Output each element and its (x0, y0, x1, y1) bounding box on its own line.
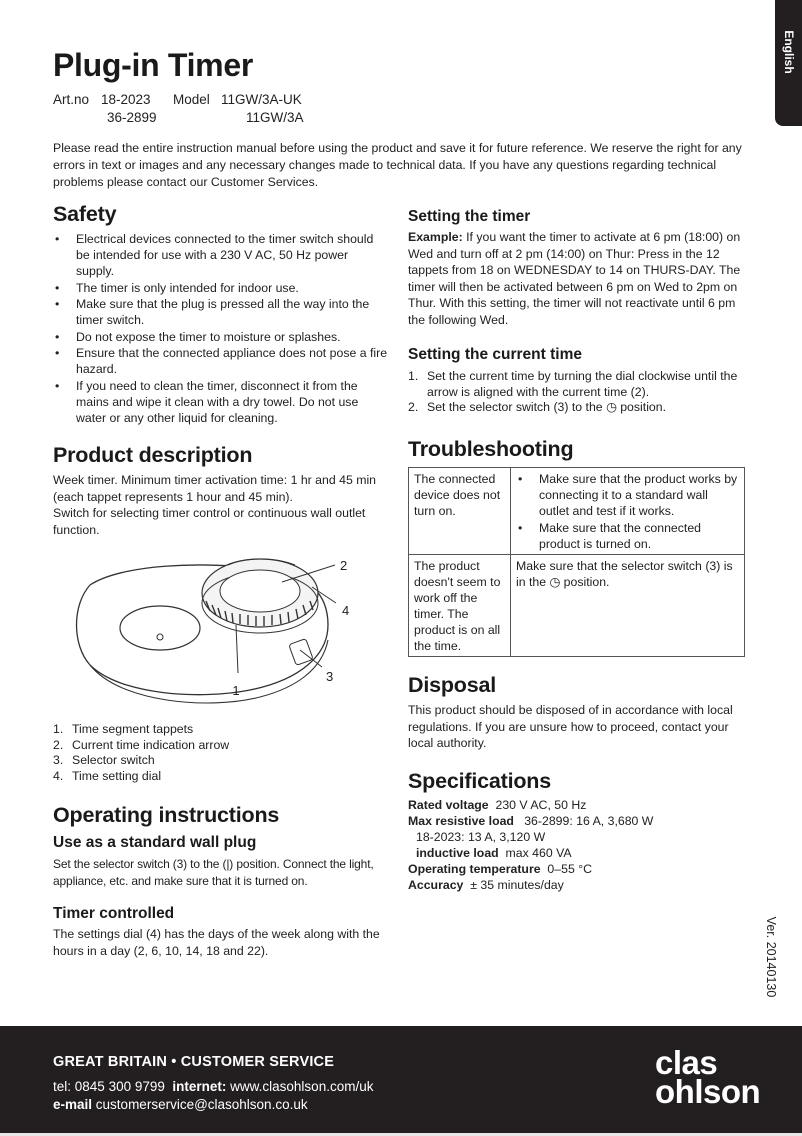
parts-list-section (53, 722, 388, 784)
safety-list (53, 231, 388, 426)
intro-text: Please read the entire instruction manual before using the product and save it for future reference. We reserve the right for any errors in text or images and any necessary changes made to technical data. If you have any questions regarding technical problems please contact our Customer Services. (53, 141, 742, 189)
wall-plug-text: Set the selector switch (3) to the (|) position. Connect the light, appliance, etc. and make sure that it is turned on. (53, 857, 374, 888)
website-link[interactable]: www.clasohlson.com/uk (230, 1079, 374, 1094)
list-item: 1. Set the current time by turning the dial clockwise until the arrow is aligned with the current time (2). (408, 369, 738, 399)
specifications-heading: Specifications (408, 769, 551, 793)
callout-2: 2 (340, 558, 348, 573)
setting-timer-text: Example: If you want the timer to activate at 6 pm (18:00) on Wed and turn off at 2 pm (14:00) on Thur: Press in the 12 tappets from 18 on WEDNESDAY to 14 on THURS-DAY. The timer will then be activated between 6 pm on Wed to 2pm on Thur. With this setting, the timer will not reactivate until 6 pm the following Wed. (408, 230, 741, 327)
troubleshooting-table (408, 467, 745, 657)
wall-plug-heading: Use as a standard wall plug (53, 834, 257, 851)
footer-heading: GREAT BRITAIN • CUSTOMER SERVICE (53, 1054, 335, 1070)
art-number-2: 36-2899 (107, 110, 157, 125)
solution-item: • Make sure that the connected product is turned on. (516, 520, 739, 552)
callout-3: 3 (326, 669, 334, 684)
footer (0, 1026, 802, 1136)
safety-item: • Electrical devices connected to the timer switch should be intended for use with a 230 V AC, 50 Hz power supply. (53, 231, 388, 279)
spec-max-resistive-load: Max resistive load 36-2899: 16 A, 3,680 W (408, 814, 654, 828)
phone-number: 0845 300 9799 (74, 1079, 165, 1094)
timer-controlled-text: The settings dial (4) has the days of the week along with the hours in a day (2, 6, 10, 14, 18 and 22). (53, 927, 380, 958)
disposal-section (408, 673, 753, 752)
table-row (409, 555, 745, 657)
model-number-2: 11GW/3A (246, 110, 304, 125)
spec-operating-temperature: Operating temperature 0–55 °C (408, 862, 592, 876)
solution-cell (511, 468, 745, 555)
callout-1: 1 (232, 683, 240, 698)
model-label: Model (173, 92, 210, 107)
troubleshooting-heading: Troubleshooting (408, 437, 574, 461)
operating-section (53, 803, 388, 959)
list-item: 3. Selector switch (53, 753, 155, 767)
footer-email-line: e-mail customerservice@clasohlson.co.uk (53, 1097, 308, 1112)
spec-rated-voltage: Rated voltage 230 V AC, 50 Hz (408, 798, 587, 812)
version-label: Ver. 20140130 (764, 916, 778, 998)
product-text-2: Switch for selecting timer control or continuous wall outlet function. (53, 506, 366, 537)
list-item: 4. Time setting dial (53, 768, 162, 783)
spec-resistive-load-2: 18-2023: 13 A, 3,120 W (416, 830, 546, 844)
spec-accuracy: Accuracy ± 35 minutes/day (408, 878, 564, 892)
socket-hole (157, 634, 163, 640)
spec-inductive-load: inductive load max 460 VA (416, 846, 572, 860)
list-item: 1. Time segment tappets (53, 722, 194, 736)
safety-item: • If you need to clean the timer, disconnect it from the mains and wipe it clean with a dry towel. Do not use water or any other liquid for cleaning. (53, 378, 388, 426)
timer-controlled-heading: Timer controlled (53, 905, 175, 922)
troubleshooting-section (408, 437, 753, 657)
art-label: Art.no (53, 92, 90, 107)
callout-4: 4 (342, 603, 350, 618)
page-title: Plug-in Timer (53, 47, 253, 83)
model-number-1: 11GW/3A-UK (221, 92, 302, 107)
disposal-heading: Disposal (408, 673, 497, 697)
problem-cell: The connected device does not turn on. (409, 468, 511, 555)
socket-ring (120, 606, 200, 650)
language-label: English (781, 30, 796, 74)
problem-cell: The product doesn't seem to work off the timer. The product is on all the time. (409, 555, 511, 657)
footer-contact-line: tel: 0845 300 9799 internet: www.clasohlson.com/uk (53, 1079, 374, 1094)
safety-item: • Do not expose the timer to moisture or splashes. (53, 329, 388, 345)
safety-section (53, 202, 388, 426)
operating-heading: Operating instructions (53, 803, 280, 827)
safety-item: • Make sure that the plug is pressed all the way into the timer switch. (53, 296, 388, 328)
product-text-1: Week timer. Minimum timer activation time: 1 hr and 45 min (each tappet represents 1 hour and 45 min). (53, 473, 377, 504)
solution-item: • Make sure that the product works by connecting it to a standard wall outlet and test if it works. (516, 471, 739, 519)
spec-list (408, 797, 753, 893)
safety-item: • Ensure that the connected appliance does not pose a fire hazard. (53, 345, 388, 377)
list-item: 2. Set the selector switch (3) to the ◷ position. (408, 400, 667, 414)
setting-timer-section (408, 208, 753, 328)
dial-center (220, 570, 300, 612)
email-link[interactable]: customerservice@clasohlson.co.uk (95, 1097, 308, 1112)
solution-cell: Make sure that the selector switch (3) is in the ◷ position. (511, 555, 745, 657)
current-time-heading: Setting the current time (408, 346, 582, 363)
product-heading: Product description (53, 443, 253, 467)
clas-ohlson-logo: clas ohlson (655, 1044, 761, 1110)
table-row (409, 468, 745, 555)
list-item: 2. Current time indication arrow (53, 737, 230, 752)
parts-list (53, 722, 388, 784)
disposal-text: This product should be disposed of in accordance with local regulations. If you are unsure how to proceed, contact your local authority. (408, 703, 733, 750)
product-section (53, 443, 388, 538)
specifications-section (408, 769, 753, 893)
setting-timer-heading: Setting the timer (408, 208, 531, 225)
art-number-1: 18-2023 (101, 92, 151, 107)
timer-illustration (60, 545, 380, 715)
current-time-section (408, 346, 753, 416)
safety-heading: Safety (53, 202, 117, 226)
safety-item: • The timer is only intended for indoor use. (53, 280, 388, 296)
current-time-steps (408, 369, 753, 416)
language-tab (775, 0, 802, 126)
